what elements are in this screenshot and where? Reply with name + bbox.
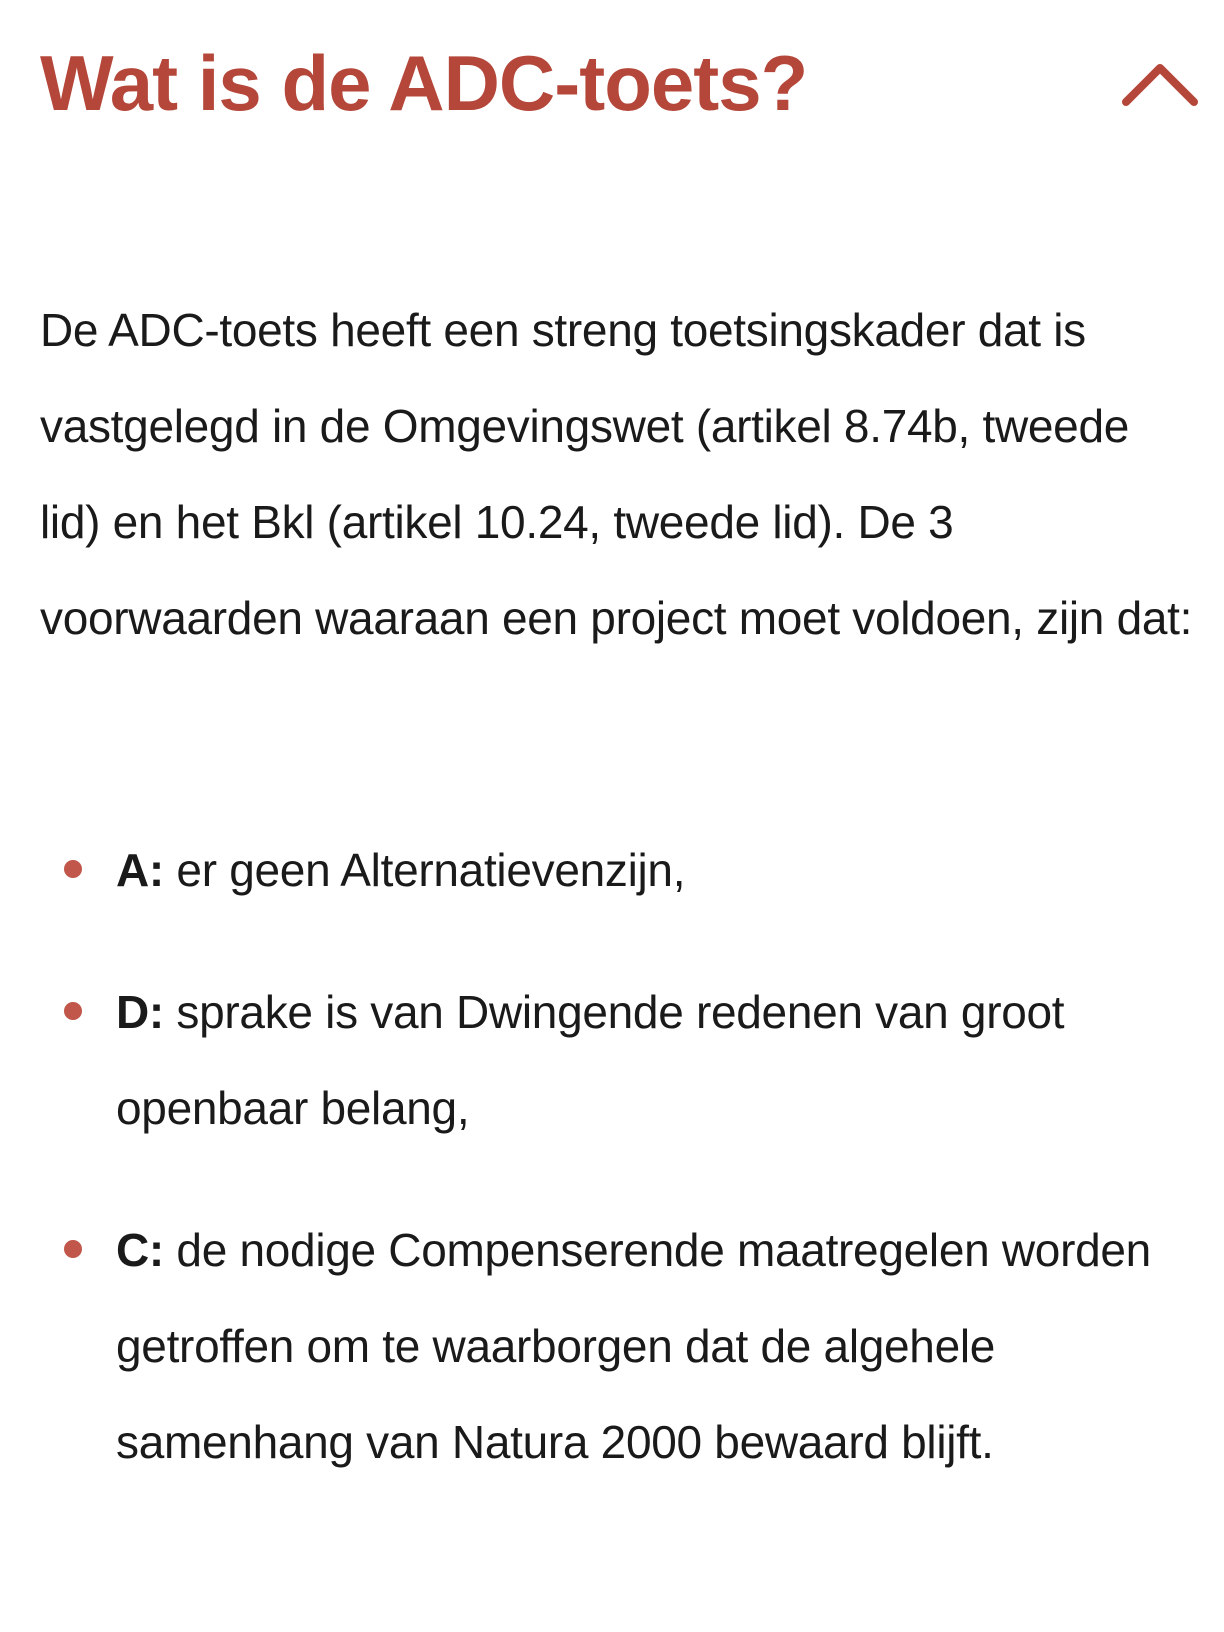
criterion-text: er geen Alternatievenzijn,	[163, 844, 686, 896]
bullet-icon	[64, 1240, 82, 1258]
criteria-list	[40, 822, 1200, 1536]
bullet-icon	[64, 1002, 82, 1020]
criterion-text: de nodige Compenserende maatregelen worden getroffen om te waarborgen dat de algehele samenhang van Natura 2000 bewaard blijft.	[116, 1224, 1151, 1468]
list-item	[40, 1202, 1200, 1490]
criterion-key: C:	[116, 1224, 164, 1276]
bullet-icon	[64, 860, 82, 878]
list-item	[40, 964, 1200, 1156]
criterion-text: sprake is van Dwingende redenen van groot openbaar belang,	[116, 986, 1065, 1134]
accordion-header[interactable]	[40, 28, 1200, 138]
intro-paragraph: De ADC-toets heeft een streng toetsingskader dat is vastgelegd in de Omgevingswet (artikel 8.74b, tweede lid) en het Bkl (artikel 10.24, tweede lid). De 3 voorwaarden waaraan een project moet voldoen, zijn dat:	[40, 304, 1193, 644]
list-item	[40, 822, 1200, 918]
accordion-title: Wat is de ADC-toets?	[40, 39, 808, 127]
criterion-key: D:	[116, 986, 164, 1038]
chevron-up-icon[interactable]	[1120, 58, 1200, 108]
criterion-key: A:	[116, 844, 164, 896]
accordion-body	[40, 282, 1200, 1468]
